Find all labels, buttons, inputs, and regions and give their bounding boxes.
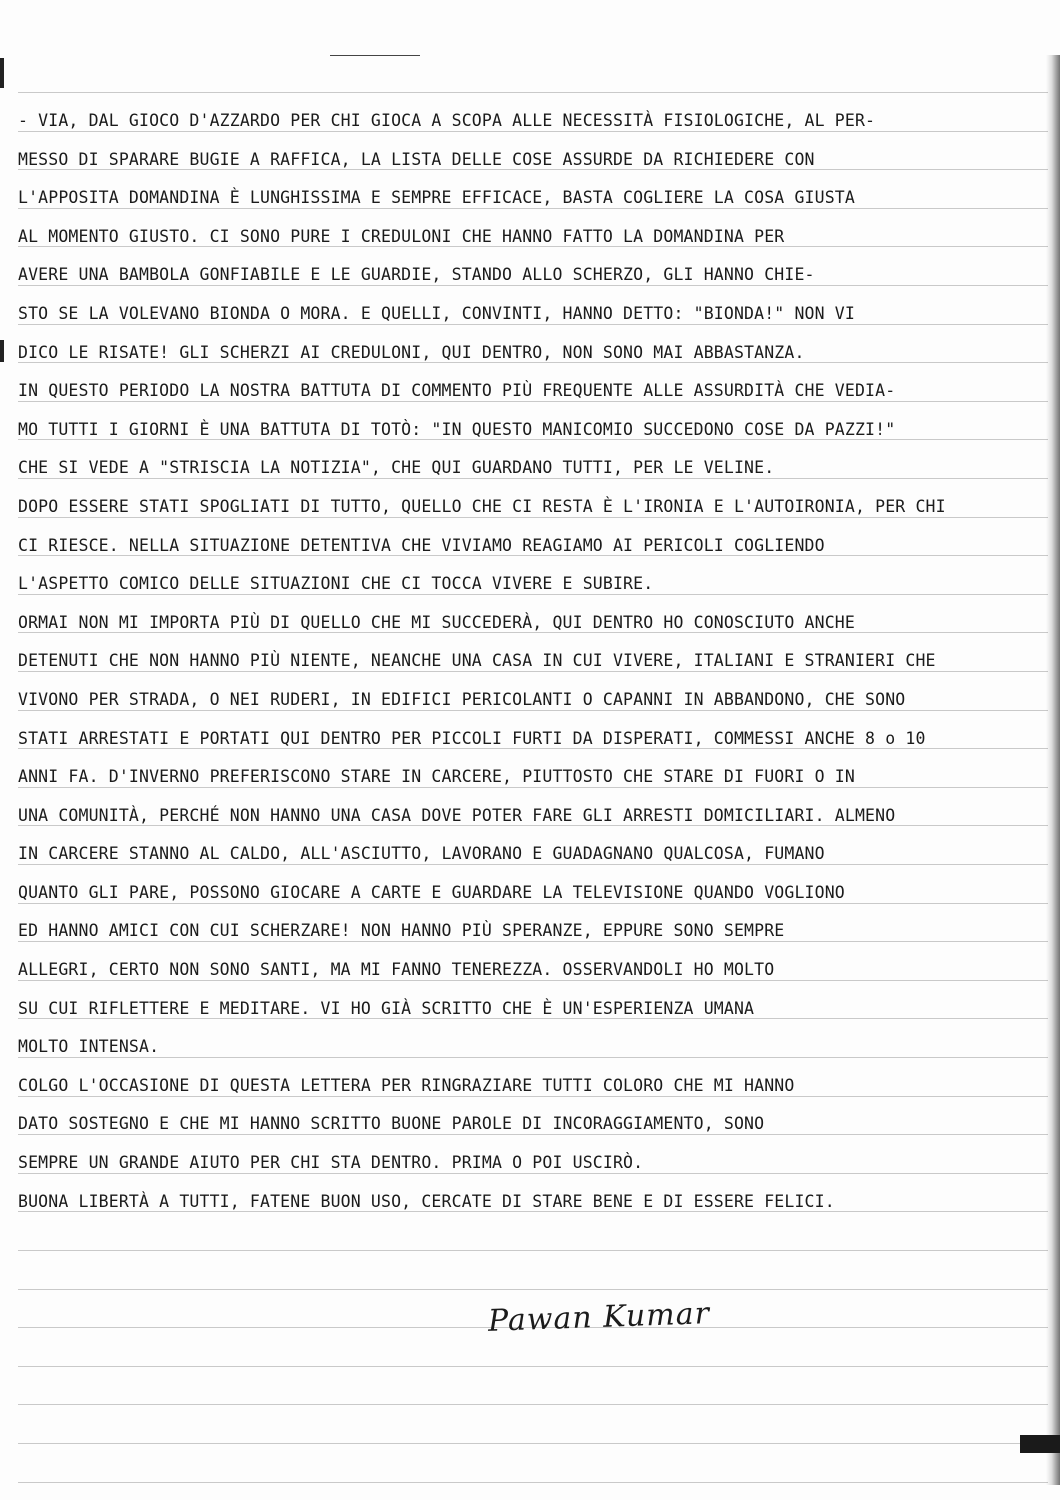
letter-line: DATO SOSTEGNO E CHE MI HANNO SCRITTO BUONE PAROLE DI INCORAGGIAMENTO, SONO [18, 1114, 765, 1134]
letter-line: MOLTO INTENSA. [18, 1037, 160, 1057]
letter-line: STO SE LA VOLEVANO BIONDA O MORA. E QUELLI, CONVINTI, HANNO DETTO: "BIONDA!" NON VI [18, 303, 855, 323]
letter-line: BUONA LIBERTÀ A TUTTI, FATENE BUON USO, CERCATE DI STARE BENE E DI ESSERE FELICI. [18, 1191, 835, 1211]
letter-line: ALLEGRI, CERTO NON SONO SANTI, MA MI FANNO TENEREZZA. OSSERVANDOLI HO MOLTO [18, 960, 775, 980]
ruled-line [18, 1443, 1048, 1444]
letter-line: AL MOMENTO GIUSTO. CI SONO PURE I CREDULONI CHE HANNO FATTO LA DOMANDINA PER [18, 226, 785, 246]
ruled-line [18, 1366, 1048, 1367]
letter-line: QUANTO GLI PARE, POSSONO GIOCARE A CARTE E GUARDARE LA TELEVISIONE QUANDO VOGLIONO [18, 882, 845, 902]
letter-line: CI RIESCE. NELLA SITUAZIONE DETENTIVA CHE VIVIAMO REAGIAMO AI PERICOLI COGLIENDO [18, 535, 825, 555]
letter-line: L'APPOSITA DOMANDINA È LUNGHISSIMA E SEMPRE EFFICACE, BASTA COGLIERE LA COSA GIUSTA [18, 188, 855, 208]
top-rule [330, 55, 420, 56]
letter-line: DICO LE RISATE! GLI SCHERZI AI CREDULONI, QUI DENTRO, NON SONO MAI ABBASTANZA. [18, 342, 805, 362]
letter-line: AVERE UNA BAMBOLA GONFIABILE E LE GUARDIE, STANDO ALLO SCHERZO, GLI HANNO CHIE- [18, 265, 815, 285]
letter-line: VIVONO PER STRADA, O NEI RUDERI, IN EDIFICI PERICOLANTI O CAPANNI IN ABBANDONO, CHE SONO [18, 689, 906, 709]
ruled-line [18, 1250, 1048, 1251]
letter-line: MO TUTTI I GIORNI È UNA BATTUTA DI TOTÒ: "IN QUESTO MANICOMIO SUCCEDONO COSE DA PAZZI!" [18, 419, 896, 439]
letter-line: DOPO ESSERE STATI SPOGLIATI DI TUTTO, QUELLO CHE CI RESTA È L'IRONIA E L'AUTOIRONIA, PER CHI [18, 496, 946, 516]
letter-line: - VIA, DAL GIOCO D'AZZARDO PER CHI GIOCA A SCOPA ALLE NECESSITÀ FISIOLOGICHE, AL PER- [18, 111, 876, 130]
letter-line: STATI ARRESTATI E PORTATI QUI DENTRO PER PICCOLI FURTI DA DISPERATI, COMMESSI ANCHE 8 o 10 [18, 728, 926, 748]
ruled-line [18, 1482, 1048, 1483]
letter-line: L'ASPETTO COMICO DELLE SITUAZIONI CHE CI TOCCA VIVERE E SUBIRE. [18, 574, 654, 594]
letter-line: DETENUTI CHE NON HANNO PIÙ NIENTE, NEANCHE UNA CASA IN CUI VIVERE, ITALIANI E STRANIERI CHE [18, 651, 936, 671]
letter-line: COLGO L'OCCASIONE DI QUESTA LETTERA PER RINGRAZIARE TUTTI COLORO CHE MI HANNO [18, 1075, 795, 1095]
ruled-line [18, 92, 1048, 93]
letter-line: ED HANNO AMICI CON CUI SCHERZARE! NON HANNO PIÙ SPERANZE, EPPURE SONO SEMPRE [18, 921, 785, 941]
margin-mark [0, 340, 4, 362]
letter-line: IN QUESTO PERIODO LA NOSTRA BATTUTA DI COMMENTO PIÙ FREQUENTE ALLE ASSURDITÀ CHE VEDIA- [18, 381, 896, 401]
letter-line: SEMPRE UN GRANDE AIUTO PER CHI STA DENTRO. PRIMA O POI USCIRÒ. [18, 1153, 644, 1173]
letter-body [18, 102, 1054, 1221]
letter-line: ORMAI NON MI IMPORTA PIÙ DI QUELLO CHE MI SUCCEDERÀ, QUI DENTRO HO CONOSCIUTO ANCHE [18, 612, 855, 632]
ruled-line [18, 1404, 1048, 1405]
margin-mark [0, 58, 4, 88]
letter-line: IN CARCERE STANNO AL CALDO, ALL'ASCIUTTO, LAVORANO E GUADAGNANO QUALCOSA, FUMANO [18, 844, 825, 864]
signature: Pawan Kumar [487, 1296, 711, 1339]
letter-line: ANNI FA. D'INVERNO PREFERISCONO STARE IN CARCERE, PIUTTOSTO CHE STARE DI FUORI O IN [18, 767, 855, 787]
letter-line: CHE SI VEDE A "STRISCIA LA NOTIZIA", CHE QUI GUARDANO TUTTI, PER LE VELINE. [18, 458, 775, 478]
letter-line: MESSO DI SPARARE BUGIE A RAFFICA, LA LISTA DELLE COSE ASSURDE DA RICHIEDERE CON [18, 149, 815, 169]
letter-line: SU CUI RIFLETTERE E MEDITARE. VI HO GIÀ SCRITTO CHE È UN'ESPERIENZA UMANA [18, 998, 755, 1018]
letter-line: UNA COMUNITÀ, PERCHÉ NON HANNO UNA CASA DOVE POTER FARE GLI ARRESTI DOMICILIARI. ALMENO [18, 805, 896, 825]
corner-mark [1020, 1435, 1060, 1453]
ruled-line [18, 1289, 1048, 1290]
